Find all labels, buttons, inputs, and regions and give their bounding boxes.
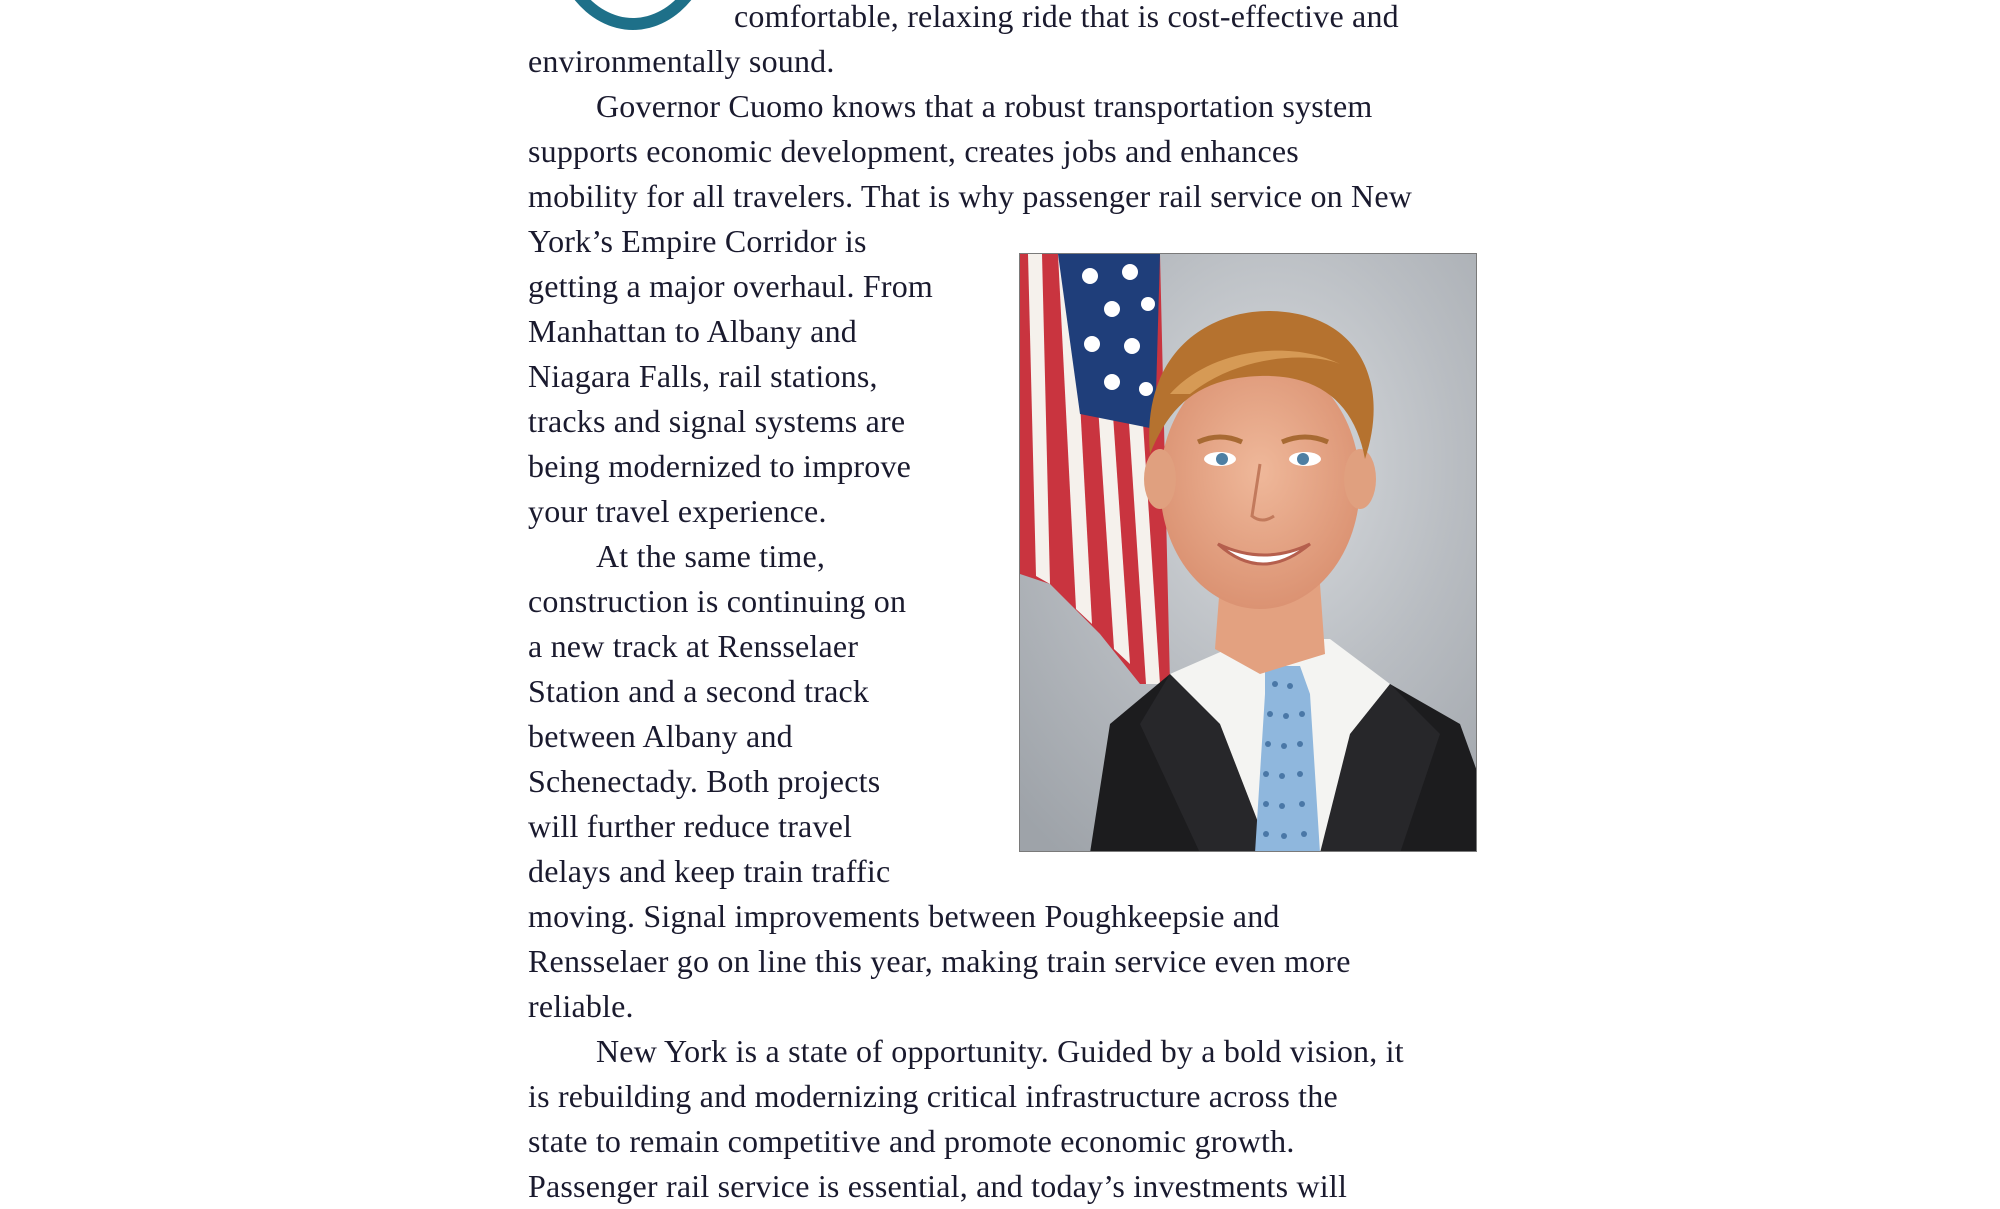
text-line: environmentally sound. <box>528 43 835 79</box>
text-line: Passenger rail service is essential, and today’s investments will <box>528 1168 1348 1204</box>
text-line: supports economic development, creates jobs and enhances <box>528 133 1299 169</box>
text-line: being modernized to improve <box>528 448 912 484</box>
text-line: New York is a state of opportunity. Guided by a bold vision, it <box>596 1033 1404 1069</box>
text-line: Manhattan to Albany and <box>528 313 857 349</box>
paragraph-intro-end <box>528 39 1488 84</box>
text-line: At the same time, <box>596 538 826 574</box>
text-line: reliable. <box>528 988 634 1024</box>
paragraph-intro-tail <box>734 0 1694 39</box>
text-line: state to remain competitive and promote economic growth. <box>528 1123 1295 1159</box>
text-line: is rebuilding and modernizing critical infrastructure across the <box>528 1078 1338 1114</box>
text-line: between Albany and <box>528 718 793 754</box>
drop-cap-letter <box>548 0 718 30</box>
text-line: Rensselaer go on line this year, making train service even more <box>528 943 1351 979</box>
text-line: comfortable, relaxing ride that is cost-effective and <box>734 0 1399 34</box>
paragraph-opportunity <box>528 1029 1488 1209</box>
text-line: mobility for all travelers. That is why passenger rail service on New <box>528 178 1413 214</box>
text-line: Niagara Falls, rail stations, <box>528 358 878 394</box>
text-line: getting a major overhaul. From <box>528 268 934 304</box>
portrait-photo <box>1019 253 1477 852</box>
text-line: delays and keep train traffic <box>528 853 891 889</box>
text-line: moving. Signal improvements between Poughkeepsie and <box>528 898 1280 934</box>
text-line: Schenectady. Both projects <box>528 763 881 799</box>
text-line: a new track at Rensselaer <box>528 628 859 664</box>
text-line: tracks and signal systems are <box>528 403 906 439</box>
text-line: Governor Cuomo knows that a robust transportation system <box>596 88 1373 124</box>
text-line: construction is continuing on <box>528 583 907 619</box>
text-line: will further reduce travel <box>528 808 853 844</box>
text-line: Station and a second track <box>528 673 870 709</box>
text-line: York’s Empire Corridor is <box>528 223 867 259</box>
text-line: your travel experience. <box>528 493 827 529</box>
